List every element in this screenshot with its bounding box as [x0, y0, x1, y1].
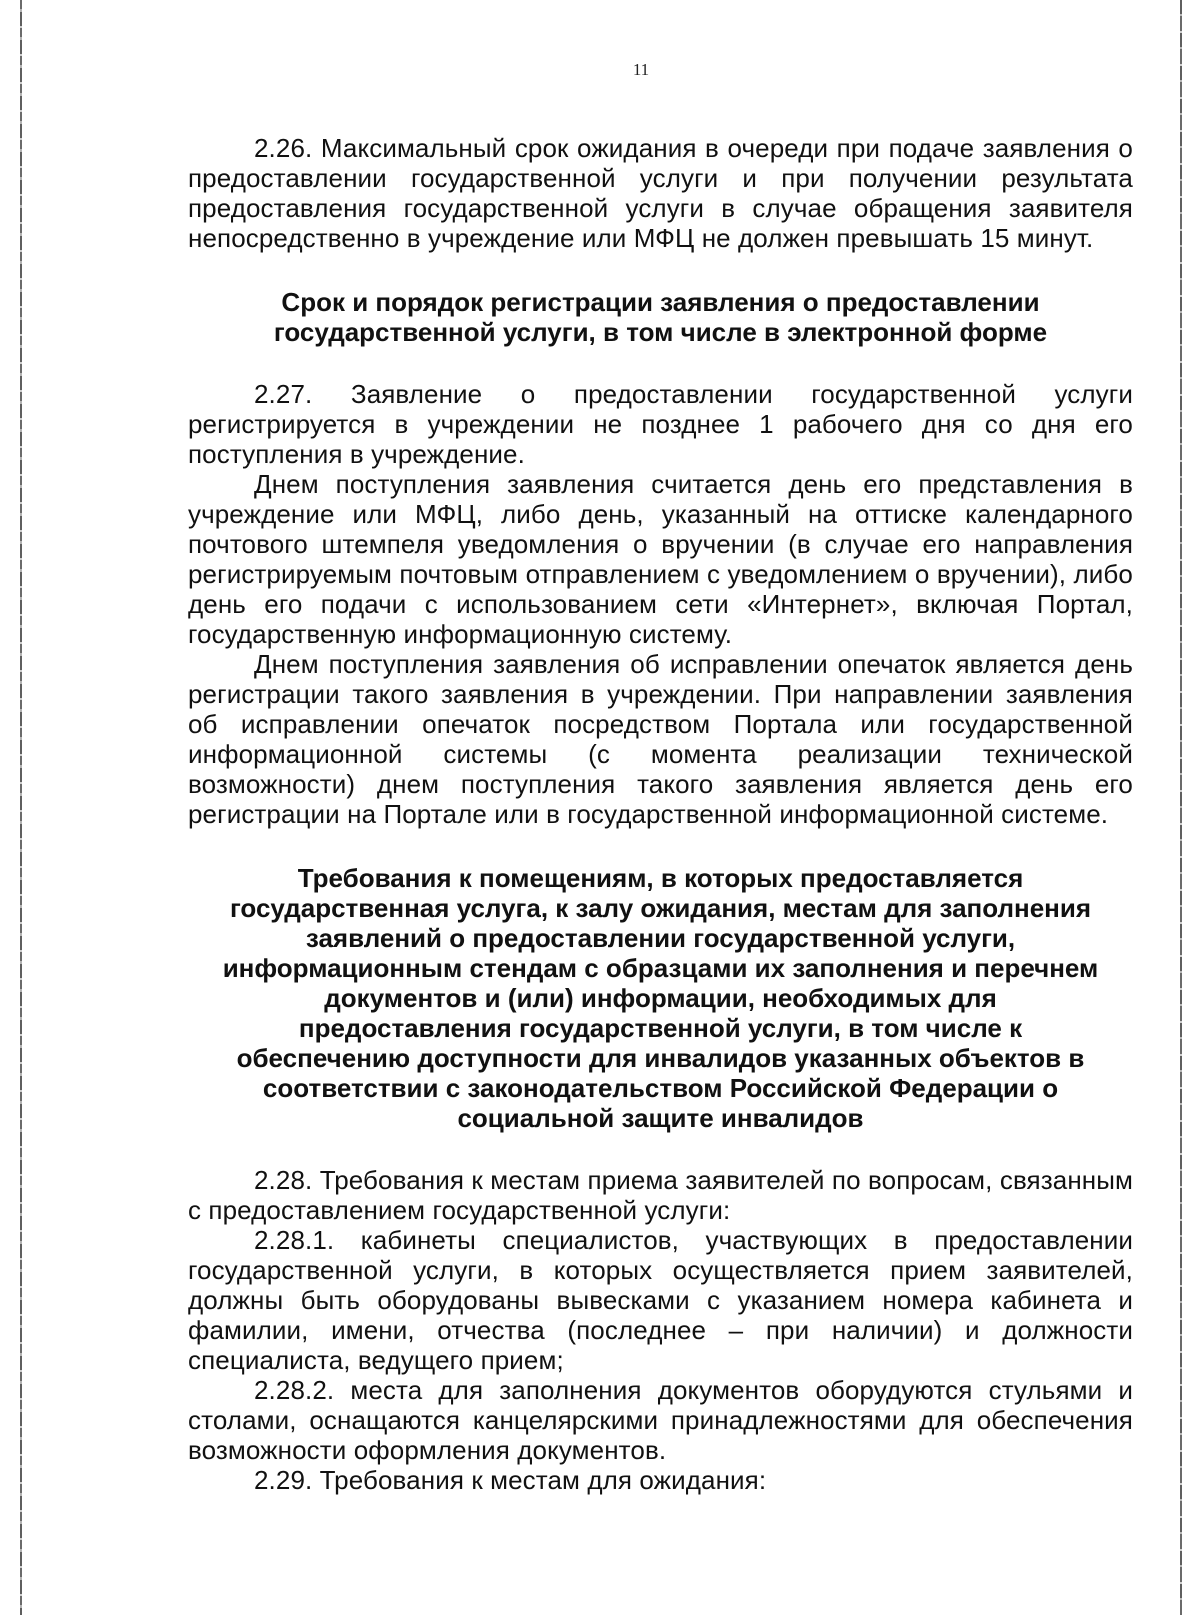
scan-edge-left [20, 0, 22, 1615]
paragraph-2-28-1: 2.28.1. кабинеты специалистов, участвующих в предоставлении государственной услуги, в которых осуществляется прием заявителей, должны быть оборудованы вывесками с указанием номера кабинета и фамилии, имени, отчества (последнее – при наличии) и должности специалиста, ведущего прием; [188, 1225, 1133, 1375]
page-number: 11 [632, 60, 650, 79]
paragraph-2-27-receipt-day: Днем поступления заявления считается день его представления в учреждение или МФЦ, либо день, указанный на оттиске календарного почтового штемпеля уведомления о вручении (в случае его направления регистрируемым почтовым отправлением с уведомлением о вручении), либо день его подачи с использованием сети «Интернет», включая Портал, государственную информационную систему. [188, 469, 1133, 649]
section-heading-premises-requirements: Требования к помещениям, в которых предоставляется государственная услуга, к залу ожидания, местам для заполнения заявлений о предоставлении государственной услуги, информационным стендам с образцами их заполнения и перечнем документов и (или) информации, необходимых для предоставления государственной услуги, в том числе к обеспечению доступности для инвалидов указанных объектов в соответствии с законодательством Российской Федерации о социальной защите инвалидов [222, 863, 1099, 1133]
paragraph-2-27-typo-correction: Днем поступления заявления об исправлении опечаток является день регистрации такого заявления в учреждении. При направлении заявления об исправлении опечаток посредством Портала или государственной информационной системы (с момента реализации технической возможности) днем поступления такого заявления является день его регистрации на Портале или в государственной информационной системе. [188, 649, 1133, 829]
paragraph-2-28: 2.28. Требования к местам приема заявителей по вопросам, связанным с предоставлением государственной услуги: [188, 1165, 1133, 1225]
paragraph-2-27: 2.27. Заявление о предоставлении государственной услуги регистрируется в учреждении не позднее 1 рабочего дня со дня его поступления в учреждение. [188, 379, 1133, 469]
paragraph-2-28-2: 2.28.2. места для заполнения документов оборудуются стульями и столами, оснащаются канцелярскими принадлежностями для обеспечения возможности оформления документов. [188, 1375, 1133, 1465]
paragraph-2-26: 2.26. Максимальный срок ожидания в очереди при подаче заявления о предоставлении государственной услуги и при получении результата предоставления государственной услуги в случае обращения заявителя непосредственно в учреждение или МФЦ не должен превышать 15 минут. [188, 133, 1133, 253]
document-body [188, 133, 1133, 1495]
paragraph-2-29: 2.29. Требования к местам для ожидания: [254, 1465, 767, 1495]
section-heading-registration: Срок и порядок регистрации заявления о предоставлении государственной услуги, в том числе в электронной форме [273, 287, 1048, 347]
scan-edge-right [1180, 0, 1182, 1615]
